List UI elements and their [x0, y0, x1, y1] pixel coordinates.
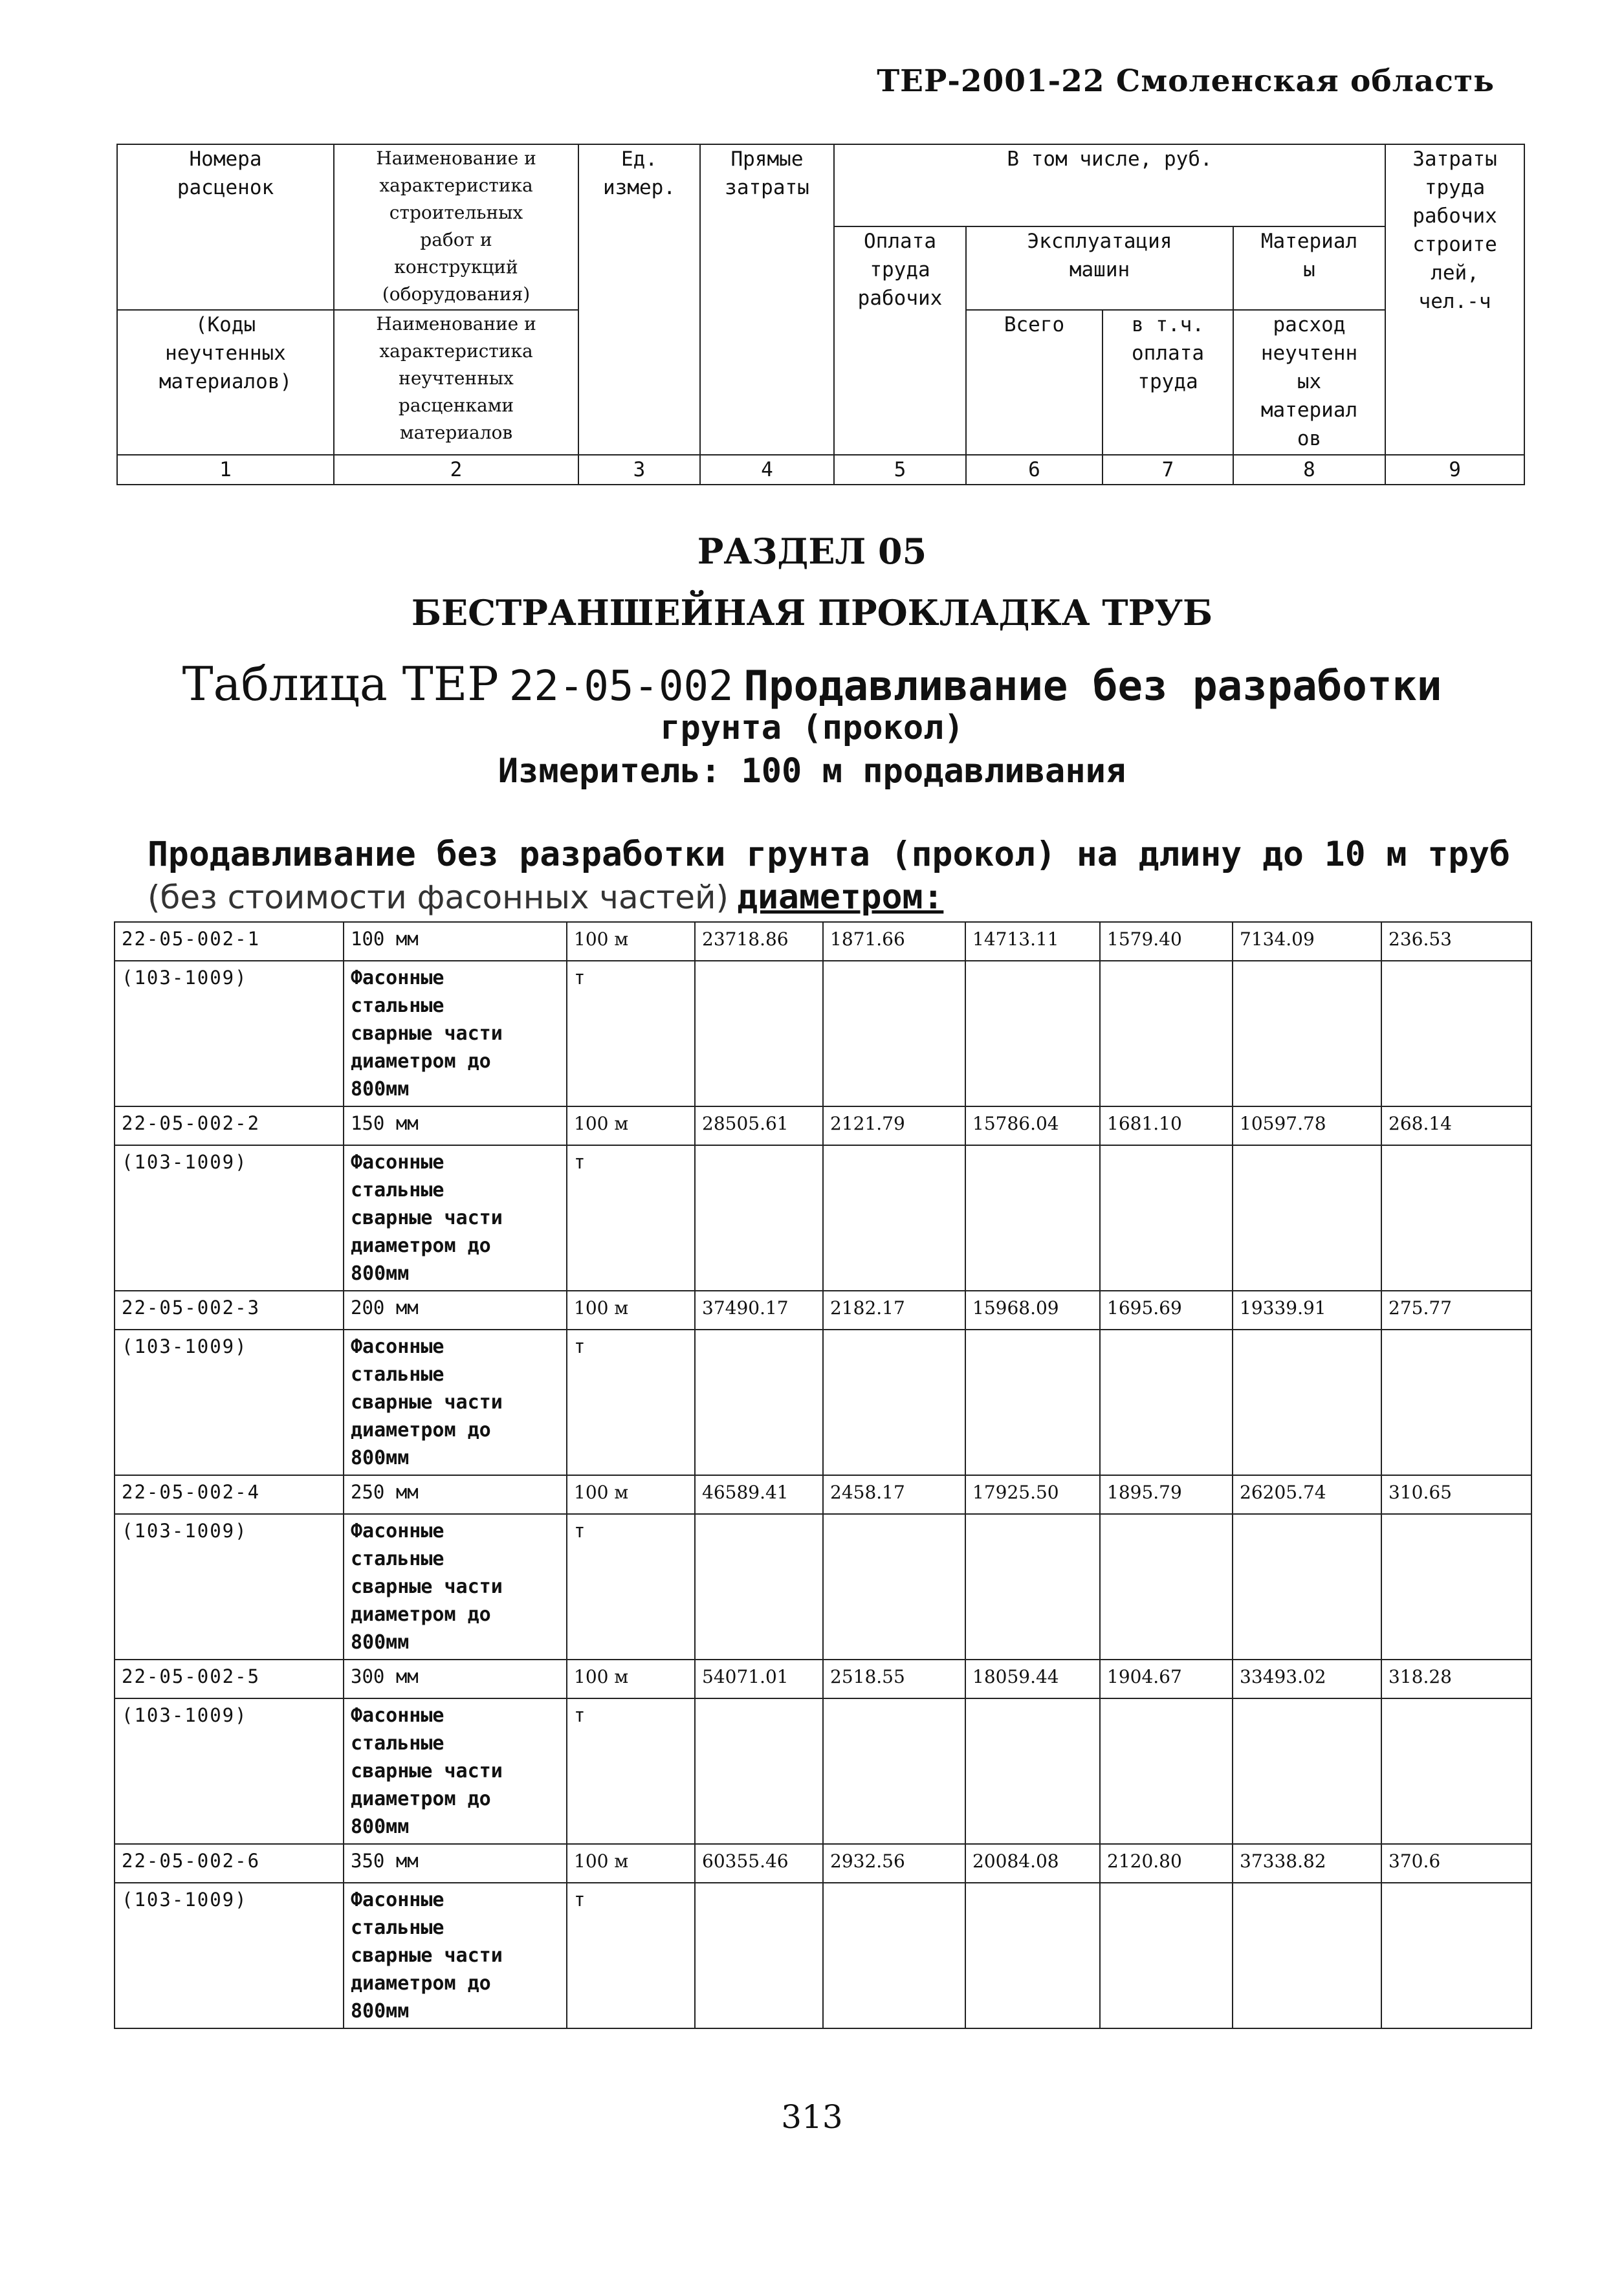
- machine-labor-cost: 2120.80: [1100, 1844, 1233, 1883]
- material-name-line: стальные: [351, 1548, 444, 1570]
- material-name-line: диаметром до: [351, 1972, 491, 1995]
- unit: 100 м: [567, 922, 695, 961]
- empty-cell: [1100, 961, 1233, 1106]
- empty-cell: [1233, 961, 1381, 1106]
- labor-hours: 236.53: [1381, 922, 1531, 961]
- group-title-main: Продавливание без разработки грунта (прокол) на длину до 10 м труб: [148, 835, 1510, 874]
- empty-cell: [823, 1514, 965, 1660]
- labor-cost: 2121.79: [823, 1106, 965, 1145]
- material-row: [115, 1330, 1531, 1475]
- material-name-line: стальные: [351, 1916, 444, 1939]
- empty-cell: [823, 1145, 965, 1291]
- col-1-header: Номера расценок: [117, 144, 334, 310]
- material-cost: 37338.82: [1233, 1844, 1381, 1883]
- empty-cell: [823, 1698, 965, 1844]
- empty-cell: [1381, 961, 1531, 1106]
- material-name-line: стальные: [351, 1363, 444, 1386]
- material-name-line: стальные: [351, 1732, 444, 1755]
- material-code: (103-1009): [115, 961, 344, 1106]
- material-row: [115, 1883, 1531, 2028]
- page-number: 313: [781, 2098, 843, 2136]
- machine-cost: 15786.04: [965, 1106, 1100, 1145]
- col-8-header-top: Материал ы: [1233, 226, 1385, 310]
- col-9-header: Затраты труда рабочих строите лей, чел.-ч: [1385, 144, 1524, 455]
- material-unit: т: [567, 1514, 695, 1660]
- material-name-line: Фасонные: [351, 1151, 444, 1174]
- material-name-line: сварные части: [351, 1391, 503, 1414]
- material-name: [344, 1514, 567, 1660]
- table-row: [115, 1291, 1531, 1330]
- material-name-line: Фасонные: [351, 1520, 444, 1542]
- labor-cost: 2518.55: [823, 1660, 965, 1698]
- empty-cell: [823, 961, 965, 1106]
- table-row: [115, 922, 1531, 961]
- col-number: 2: [334, 455, 578, 485]
- material-name: [344, 1883, 567, 2028]
- empty-cell: [965, 1698, 1100, 1844]
- table-row: [115, 1660, 1531, 1698]
- labor-hours: 268.14: [1381, 1106, 1531, 1145]
- direct-cost: 54071.01: [695, 1660, 823, 1698]
- unit: 100 м: [567, 1660, 695, 1698]
- material-code: (103-1009): [115, 1330, 344, 1475]
- empty-cell: [1381, 1883, 1531, 2028]
- labor-hours: 370.6: [1381, 1844, 1531, 1883]
- table-row: [115, 1475, 1531, 1514]
- work-name: 100 мм: [344, 922, 567, 961]
- direct-cost: 23718.86: [695, 922, 823, 961]
- machine-labor-cost: 1681.10: [1100, 1106, 1233, 1145]
- machine-labor-cost: 1904.67: [1100, 1660, 1233, 1698]
- col-5-header: Оплата труда рабочих: [834, 226, 966, 455]
- unit: 100 м: [567, 1475, 695, 1514]
- material-row: [115, 961, 1531, 1106]
- material-cost: 10597.78: [1233, 1106, 1381, 1145]
- empty-cell: [695, 961, 823, 1106]
- machine-cost: 18059.44: [965, 1660, 1100, 1698]
- col-3-header: Ед. измер.: [578, 144, 700, 455]
- material-cost: 33493.02: [1233, 1660, 1381, 1698]
- empty-cell: [965, 1145, 1100, 1291]
- material-name-line: диаметром до: [351, 1050, 491, 1073]
- col-number: 6: [966, 455, 1103, 485]
- material-unit: т: [567, 1883, 695, 2028]
- empty-cell: [1381, 1698, 1531, 1844]
- empty-cell: [695, 1883, 823, 2028]
- empty-cell: [823, 1330, 965, 1475]
- empty-cell: [965, 1883, 1100, 2028]
- empty-cell: [1233, 1698, 1381, 1844]
- empty-cell: [695, 1145, 823, 1291]
- col-machines-header: Эксплуатация машин: [966, 226, 1233, 310]
- empty-cell: [1233, 1514, 1381, 1660]
- material-row: [115, 1698, 1531, 1844]
- table-title-name: Продавливание без разработки: [743, 663, 1442, 710]
- labor-cost: 1871.66: [823, 922, 965, 961]
- material-name-line: диаметром до: [351, 1419, 491, 1442]
- machine-labor-cost: 1895.79: [1100, 1475, 1233, 1514]
- direct-cost: 60355.46: [695, 1844, 823, 1883]
- material-row: [115, 1145, 1531, 1291]
- col-2-header: Наименование и характеристика строительных работ и конструкций (оборудования): [334, 144, 578, 310]
- empty-cell: [695, 1698, 823, 1844]
- empty-cell: [1100, 1145, 1233, 1291]
- material-cost: 26205.74: [1233, 1475, 1381, 1514]
- empty-cell: [1381, 1514, 1531, 1660]
- material-name-line: диаметром до: [351, 1603, 491, 1626]
- group-title-diameter: диаметром:: [737, 877, 944, 917]
- material-code: (103-1009): [115, 1145, 344, 1291]
- material-name-line: Фасонные: [351, 1704, 444, 1727]
- table-code: 22-05-002: [509, 663, 734, 710]
- col-8-header-bottom: расход неучтенн ых материал ов: [1233, 310, 1385, 455]
- material-name: [344, 1698, 567, 1844]
- table-title: [0, 657, 1624, 711]
- machine-cost: 15968.09: [965, 1291, 1100, 1330]
- material-code: (103-1009): [115, 1514, 344, 1660]
- labor-hours: 275.77: [1381, 1291, 1531, 1330]
- labor-hours: 310.65: [1381, 1475, 1531, 1514]
- empty-cell: [1100, 1698, 1233, 1844]
- empty-cell: [1100, 1883, 1233, 2028]
- material-name-line: диаметром до: [351, 1234, 491, 1257]
- table-row: [115, 1844, 1531, 1883]
- col-number: 1: [117, 455, 334, 485]
- rate-code: 22-05-002-2: [115, 1106, 344, 1145]
- unit: 100 м: [567, 1106, 695, 1145]
- machine-cost: 20084.08: [965, 1844, 1100, 1883]
- empty-cell: [1100, 1514, 1233, 1660]
- labor-hours: 318.28: [1381, 1660, 1531, 1698]
- material-name-line: сварные части: [351, 1944, 503, 1967]
- col-number: 9: [1385, 455, 1524, 485]
- empty-cell: [1233, 1145, 1381, 1291]
- material-name-line: 800мм: [351, 2000, 410, 2023]
- empty-cell: [1233, 1330, 1381, 1475]
- material-name: [344, 1145, 567, 1291]
- machine-labor-cost: 1579.40: [1100, 922, 1233, 961]
- col-7-header: в т.ч. оплата труда: [1103, 310, 1233, 455]
- material-name-line: Фасонные: [351, 1335, 444, 1358]
- material-unit: т: [567, 1330, 695, 1475]
- material-cost: 19339.91: [1233, 1291, 1381, 1330]
- empty-cell: [1100, 1330, 1233, 1475]
- col-number: 3: [578, 455, 700, 485]
- rate-code: 22-05-002-4: [115, 1475, 344, 1514]
- material-name-line: Фасонные: [351, 1889, 444, 1911]
- table-title-name-line2: грунта (прокол): [660, 708, 964, 747]
- material-name: [344, 961, 567, 1106]
- col-2-header-bottom: Наименование и характеристика неучтенных расценками материалов: [334, 310, 578, 455]
- material-name-line: диаметром до: [351, 1788, 491, 1810]
- empty-cell: [965, 961, 1100, 1106]
- material-code: (103-1009): [115, 1698, 344, 1844]
- direct-cost: 46589.41: [695, 1475, 823, 1514]
- work-name: 200 мм: [344, 1291, 567, 1330]
- direct-cost: 37490.17: [695, 1291, 823, 1330]
- work-name: 250 мм: [344, 1475, 567, 1514]
- material-name-line: 800мм: [351, 1816, 410, 1838]
- work-name: 150 мм: [344, 1106, 567, 1145]
- empty-cell: [695, 1514, 823, 1660]
- col-number: 8: [1233, 455, 1385, 485]
- material-unit: т: [567, 1145, 695, 1291]
- group-title-note: (без стоимости фасонных частей): [148, 879, 729, 916]
- material-name-line: стальные: [351, 1179, 444, 1201]
- unit: 100 м: [567, 1844, 695, 1883]
- work-name: 300 мм: [344, 1660, 567, 1698]
- unit: 100 м: [567, 1291, 695, 1330]
- rate-code: 22-05-002-1: [115, 922, 344, 961]
- material-name-line: 800мм: [351, 1447, 410, 1469]
- material-name-line: сварные части: [351, 1022, 503, 1045]
- empty-cell: [823, 1883, 965, 2028]
- col-number: 5: [834, 455, 966, 485]
- col-number: 7: [1103, 455, 1233, 485]
- machine-labor-cost: 1695.69: [1100, 1291, 1233, 1330]
- material-name-line: 800мм: [351, 1078, 410, 1101]
- material-cost: 7134.09: [1233, 922, 1381, 961]
- material-name-line: 800мм: [351, 1631, 410, 1654]
- empty-cell: [965, 1330, 1100, 1475]
- material-unit: т: [567, 1698, 695, 1844]
- rates-table: [114, 921, 1532, 2029]
- table-title-prefix: Таблица ТЕР: [182, 657, 499, 711]
- col-group-header: В том числе, руб.: [834, 144, 1385, 226]
- labor-cost: 2458.17: [823, 1475, 965, 1514]
- group-title: [148, 833, 1513, 919]
- col-1-header-bottom: (Коды неучтенных материалов): [117, 310, 334, 455]
- column-header-table: [116, 144, 1525, 485]
- rate-code: 22-05-002-5: [115, 1660, 344, 1698]
- work-name: 350 мм: [344, 1844, 567, 1883]
- rate-code: 22-05-002-3: [115, 1291, 344, 1330]
- material-name-line: сварные части: [351, 1575, 503, 1598]
- section-number: РАЗДЕЛ 05: [697, 531, 927, 572]
- machine-cost: 14713.11: [965, 922, 1100, 961]
- material-name-line: Фасонные: [351, 967, 444, 989]
- material-unit: т: [567, 961, 695, 1106]
- table-row: [115, 1106, 1531, 1145]
- empty-cell: [1381, 1330, 1531, 1475]
- material-name-line: сварные части: [351, 1760, 503, 1783]
- material-name: [344, 1330, 567, 1475]
- direct-cost: 28505.61: [695, 1106, 823, 1145]
- material-row: [115, 1514, 1531, 1660]
- empty-cell: [695, 1330, 823, 1475]
- machine-cost: 17925.50: [965, 1475, 1100, 1514]
- labor-cost: 2932.56: [823, 1844, 965, 1883]
- empty-cell: [965, 1514, 1100, 1660]
- rate-code: 22-05-002-6: [115, 1844, 344, 1883]
- running-header: ТЕР-2001-22 Смоленская область: [877, 63, 1495, 99]
- col-number: 4: [700, 455, 834, 485]
- empty-cell: [1381, 1145, 1531, 1291]
- table-measure: Измеритель: 100 м продавливания: [498, 752, 1126, 791]
- labor-cost: 2182.17: [823, 1291, 965, 1330]
- material-name-line: сварные части: [351, 1207, 503, 1229]
- material-code: (103-1009): [115, 1883, 344, 2028]
- col-4-header: Прямые затраты: [700, 144, 834, 455]
- empty-cell: [1233, 1883, 1381, 2028]
- col-6-header: Всего: [966, 310, 1103, 455]
- material-name-line: стальные: [351, 994, 444, 1017]
- section-name: БЕСТРАНШЕЙНАЯ ПРОКЛАДКА ТРУБ: [411, 592, 1213, 633]
- material-name-line: 800мм: [351, 1262, 410, 1285]
